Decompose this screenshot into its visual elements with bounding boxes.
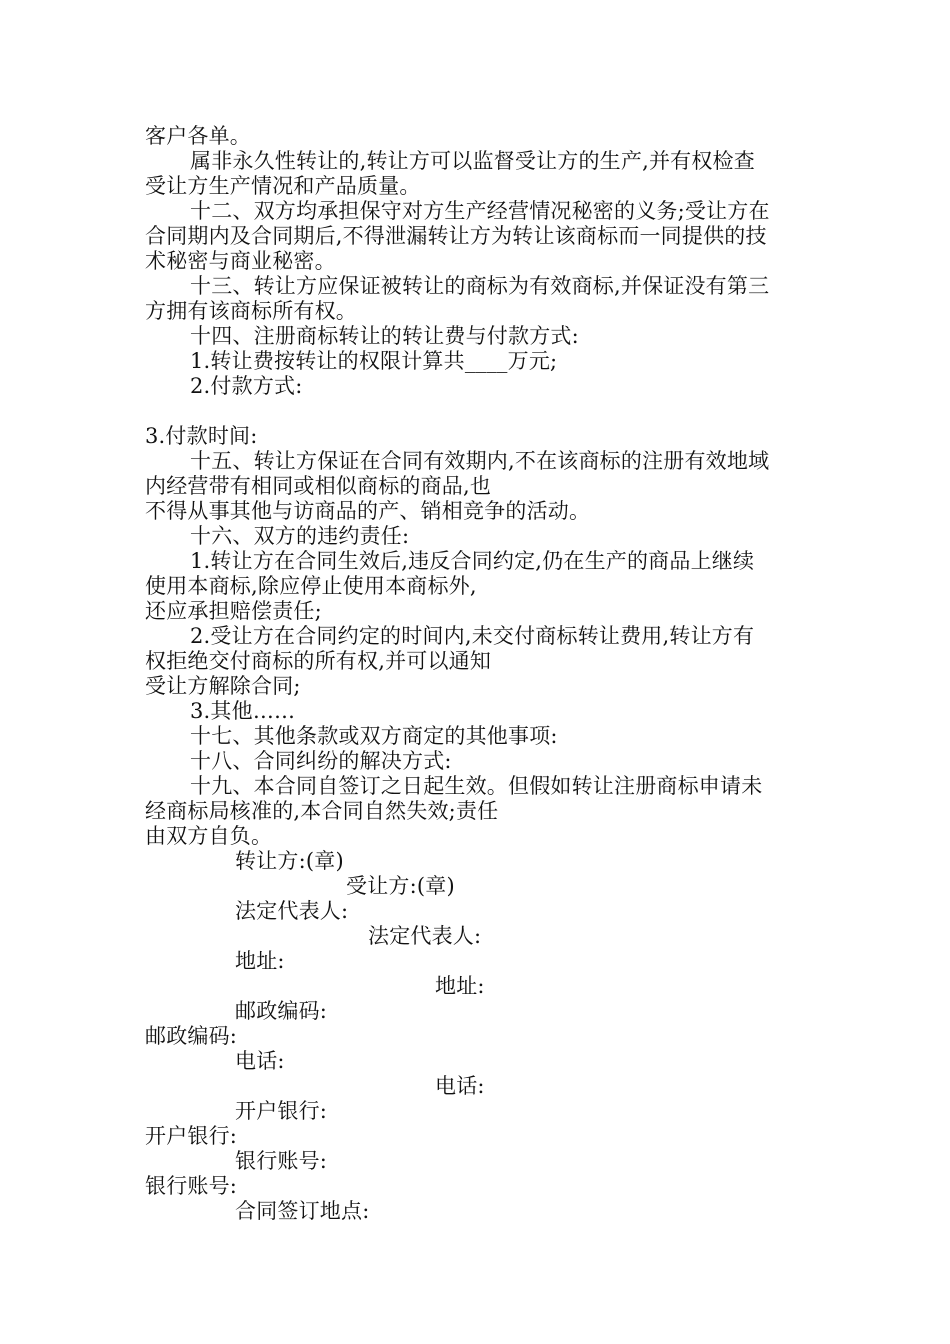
postcode-label: 邮政编码: — [145, 1024, 238, 1048]
clause-14-item-1: 1.转让费按转让的权限计算共____万元; — [190, 349, 558, 373]
legal-rep-label: 法定代表人: — [235, 899, 349, 923]
clause-14-item-2: 2.付款方式: — [190, 374, 303, 398]
text-line: 内经营带有相同或相似商标的商品,也 — [145, 474, 492, 498]
postcode-label: 邮政编码: — [235, 999, 328, 1023]
legal-rep-label: 法定代表人: — [368, 924, 482, 948]
text-line: 方拥有该商标所有权。 — [145, 299, 357, 323]
clause-16-item-1: 1.转让方在合同生效后,违反合同约定,仍在生产的商品上继续 — [190, 549, 755, 573]
signing-place-label: 合同签订地点: — [235, 1199, 370, 1223]
address-label: 地址: — [435, 974, 485, 998]
account-label: 银行账号: — [145, 1174, 238, 1198]
clause-17: 十七、其他条款或双方商定的其他事项: — [190, 724, 558, 748]
text-line: 不得从事其他与访商品的产、销相竞争的活动。 — [145, 499, 591, 523]
clause-12: 十二、双方均承担保守对方生产经营情况秘密的义务;受让方在 — [190, 199, 770, 223]
clause-16: 十六、双方的违约责任: — [190, 524, 410, 548]
text-line: 使用本商标,除应停止使用本商标外, — [145, 574, 477, 598]
bank-label: 开户银行: — [235, 1099, 328, 1123]
text-line: 合同期内及合同期后,不得泄漏转让方为转让该商标而一同提供的技 — [145, 224, 767, 248]
clause-15: 十五、转让方保证在合同有效期内,不在该商标的注册有效地域 — [190, 449, 770, 473]
text-line: 权拒绝交付商标的所有权,并可以通知 — [145, 649, 492, 673]
account-label: 银行账号: — [235, 1149, 328, 1173]
clause-14-item-3: 3.付款时间: — [145, 424, 258, 448]
clause-16-item-2: 2.受让方在合同约定的时间内,未交付商标转让费用,转让方有 — [190, 624, 755, 648]
clause-18: 十八、合同纠纷的解决方式: — [190, 749, 452, 773]
transferee-seal-label: 受让方:(章) — [346, 874, 455, 898]
text-line: 还应承担赔偿责任; — [145, 599, 322, 623]
clause-19: 十九、本合同自签订之日起生效。但假如转让注册商标申请未 — [190, 774, 763, 798]
transferor-seal-label: 转让方:(章) — [235, 849, 344, 873]
text-line: 受让方解除合同; — [145, 674, 301, 698]
text-line: 受让方生产情况和产品质量。 — [145, 174, 421, 198]
text-line: 术秘密与商业秘密。 — [145, 249, 336, 273]
text-line: 客户各单。 — [145, 124, 251, 148]
clause-14: 十四、注册商标转让的转让费与付款方式: — [190, 324, 579, 348]
address-label: 地址: — [235, 949, 285, 973]
text-line: 属非永久性转让的,转让方可以监督受让方的生产,并有权检查 — [190, 149, 755, 173]
clause-16-item-3: 3.其他…… — [190, 699, 296, 723]
text-line: 由双方自负。 — [145, 824, 273, 848]
clause-13: 十三、转让方应保证被转让的商标为有效商标,并保证没有第三 — [190, 274, 770, 298]
phone-label: 电话: — [435, 1074, 485, 1098]
phone-label: 电话: — [235, 1049, 285, 1073]
text-line: 经商标局核准的,本合同自然失效;责任 — [145, 799, 499, 823]
bank-label: 开户银行: — [145, 1124, 238, 1148]
